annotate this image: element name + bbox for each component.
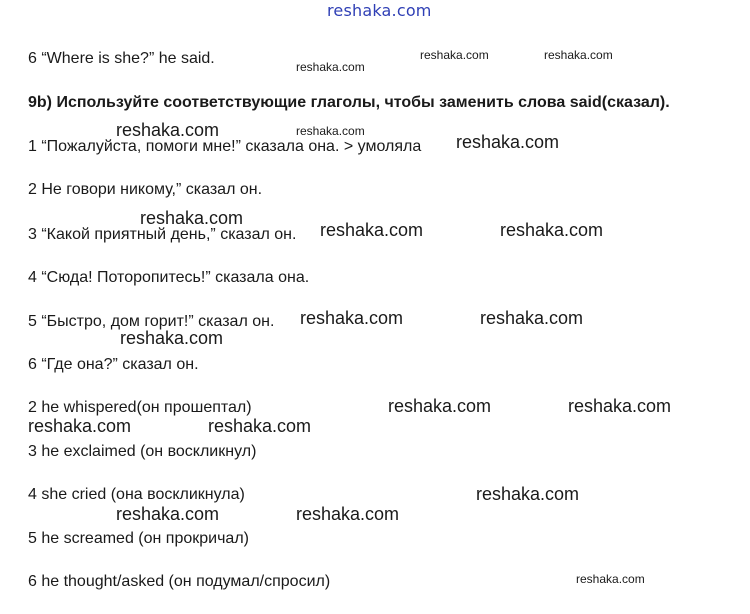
- watermark: reshaka.com: [116, 504, 220, 524]
- watermark: reshaka.com: [456, 132, 560, 152]
- watermark: reshaka.com: [208, 416, 312, 436]
- answer-item: 3 he exclaimed (он воскликнул): [28, 443, 257, 460]
- watermark: reshaka.com: [120, 328, 224, 348]
- exercise-item: 4 “Сюда! Поторопитесь!” сказала она.: [28, 269, 310, 286]
- watermark: reshaka.com: [296, 124, 365, 138]
- answer-item: 5 he screamed (он прокричал): [28, 530, 249, 547]
- watermark: reshaka.com: [300, 308, 404, 328]
- watermark: reshaka.com: [28, 416, 132, 436]
- watermark: reshaka.com: [388, 396, 492, 416]
- watermark-top: reshaka.com: [327, 1, 432, 20]
- answer-item: 2 he whispered(он прошептал): [28, 399, 252, 416]
- watermark: reshaka.com: [544, 48, 613, 62]
- answer-item: 6 he thought/asked (он подумал/спросил): [28, 573, 331, 590]
- watermark: reshaka.com: [500, 220, 604, 240]
- watermark: reshaka.com: [568, 396, 672, 416]
- watermark: reshaka.com: [140, 208, 244, 228]
- answer-item: 4 she cried (она воскликнула): [28, 486, 245, 503]
- intro-line: 6 “Where is she?” he said.: [28, 50, 215, 67]
- exercise-item: 1 “Пожалуйста, помоги мне!” сказала она. > умоляла: [28, 138, 422, 155]
- exercise-item: 3 “Какой приятный день,” сказал он.: [28, 226, 297, 243]
- exercise-item: 2 Не говори никому,” сказал он.: [28, 181, 263, 198]
- watermark: reshaka.com: [420, 48, 489, 62]
- watermark: reshaka.com: [296, 504, 400, 524]
- watermark: reshaka.com: [116, 120, 220, 140]
- watermark: reshaka.com: [296, 60, 365, 74]
- watermark: reshaka.com: [320, 220, 424, 240]
- watermark: reshaka.com: [480, 308, 584, 328]
- watermark: reshaka.com: [576, 572, 645, 586]
- watermark: reshaka.com: [476, 484, 580, 504]
- exercise-item: 5 “Быстро, дом горит!” сказал он.: [28, 313, 275, 330]
- exercise-heading: 9b) Используйте соответствующие глаголы, чтобы заменить слова said(сказал).: [28, 94, 670, 111]
- exercise-item: 6 “Где она?” сказал он.: [28, 356, 199, 373]
